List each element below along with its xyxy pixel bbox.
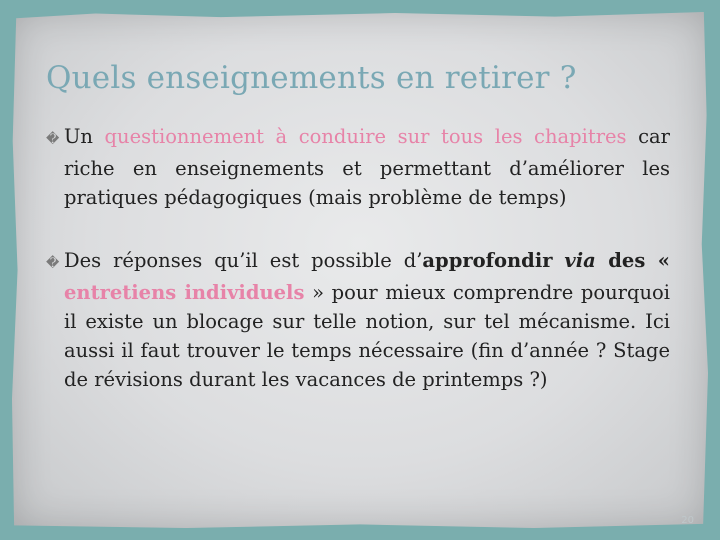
bullet2-space	[553, 249, 565, 272]
bullet2-italic: via	[564, 249, 596, 272]
bullet2-text-c: » pour mieux comprendre pourquoi il existe un blocage sur telle notion, sur tel mécanisme. Ici aussi il faut trouver le temps nécessaire (fin d’année ? Stage de révisions durant les vacances de printemps ?)	[64, 281, 670, 391]
bullet1-text-b: car riche en enseignements et permettant d’améliorer les pratiques pédagogiques (mais problème de temps)	[64, 125, 670, 209]
bullet1-highlight: questionnement à conduire sur tous les chapitres	[104, 125, 627, 148]
page-number: 20	[681, 515, 694, 526]
bullet-item-2	[46, 246, 670, 394]
slide-content	[46, 122, 670, 428]
bullet2-highlight: entretiens individuels	[64, 281, 305, 304]
bullet1-text-a: Un	[64, 125, 105, 148]
bullet-icon: �	[46, 256, 60, 271]
bullet2-text-a: Des réponses qu’il est possible d’	[64, 249, 423, 272]
bullet2-text-b: des «	[595, 249, 670, 272]
bullet-icon: �	[46, 132, 60, 147]
slide-title: Quels enseignements en retirer ?	[46, 60, 577, 96]
bullet-item-1	[46, 122, 670, 212]
bullet2-bold: approfondir	[422, 249, 553, 272]
